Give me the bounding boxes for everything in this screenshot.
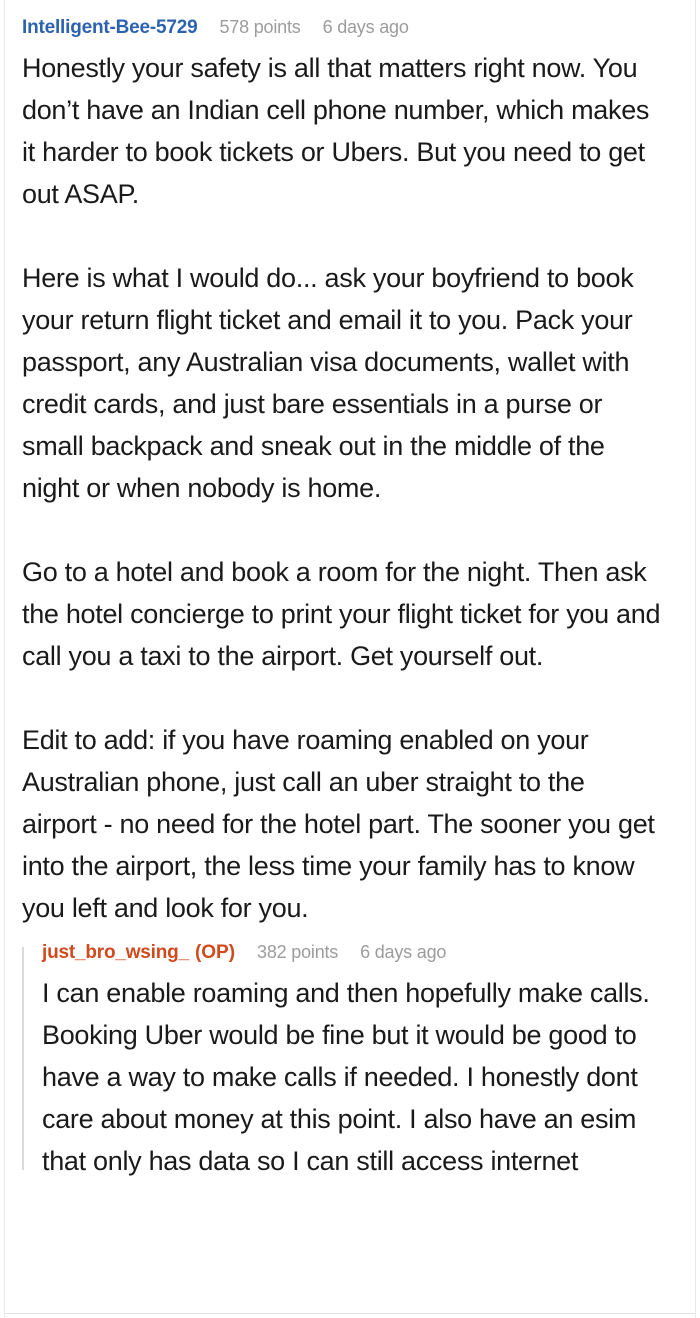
left-border — [4, 0, 5, 1318]
comment-points: 578 points — [219, 17, 301, 37]
reply-comment — [22, 939, 700, 1182]
comment-paragraph: Honestly your safety is all that matters right now. You don’t have an Indian cell phone number, which makes it harder to book tickets or Ubers. But you need to get out ASAP. — [22, 53, 650, 209]
reply-points: 382 points — [257, 942, 339, 962]
reply-paragraph: I can enable roaming and then hopefully make calls. Booking Uber would be fine but it would be good to have a way to make calls if needed. I honestly dont care about money at this point. I also have an esim that only has data so I can still access internet — [42, 978, 650, 1176]
op-badge: (OP) — [194, 942, 236, 963]
reply-header — [42, 939, 674, 966]
reply-timestamp: 6 days ago — [360, 942, 447, 962]
comment-paragraph: Here is what I would do... ask your boyfriend to book your return flight ticket and email it to you. Pack your passport, any Australian visa documents, wallet with credit cards, and just bare essentials in a purse or small backpack and sneak out in the middle of the night or when nobody is home. — [22, 263, 634, 503]
comment-body — [22, 47, 666, 929]
bottom-divider — [5, 1313, 695, 1314]
thread-collapse-line[interactable] — [22, 947, 24, 1170]
comment-timestamp: 6 days ago — [322, 17, 409, 37]
comment-paragraph: Edit to add: if you have roaming enabled on your Australian phone, just call an uber straight to the airport - no need for the hotel part. The sooner you get into the airport, the less time your family has to know you left and look for you. — [22, 725, 655, 923]
comment-author-link[interactable]: Intelligent-Bee-5729 — [22, 17, 198, 38]
comment-header — [22, 14, 666, 41]
reply-author-link[interactable]: just_bro_wsing_ — [42, 942, 189, 963]
comment-paragraph: Go to a hotel and book a room for the night. Then ask the hotel concierge to print your flight ticket for you and call you a taxi to the airport. Get yourself out. — [22, 557, 661, 671]
reply-body — [42, 972, 674, 1182]
